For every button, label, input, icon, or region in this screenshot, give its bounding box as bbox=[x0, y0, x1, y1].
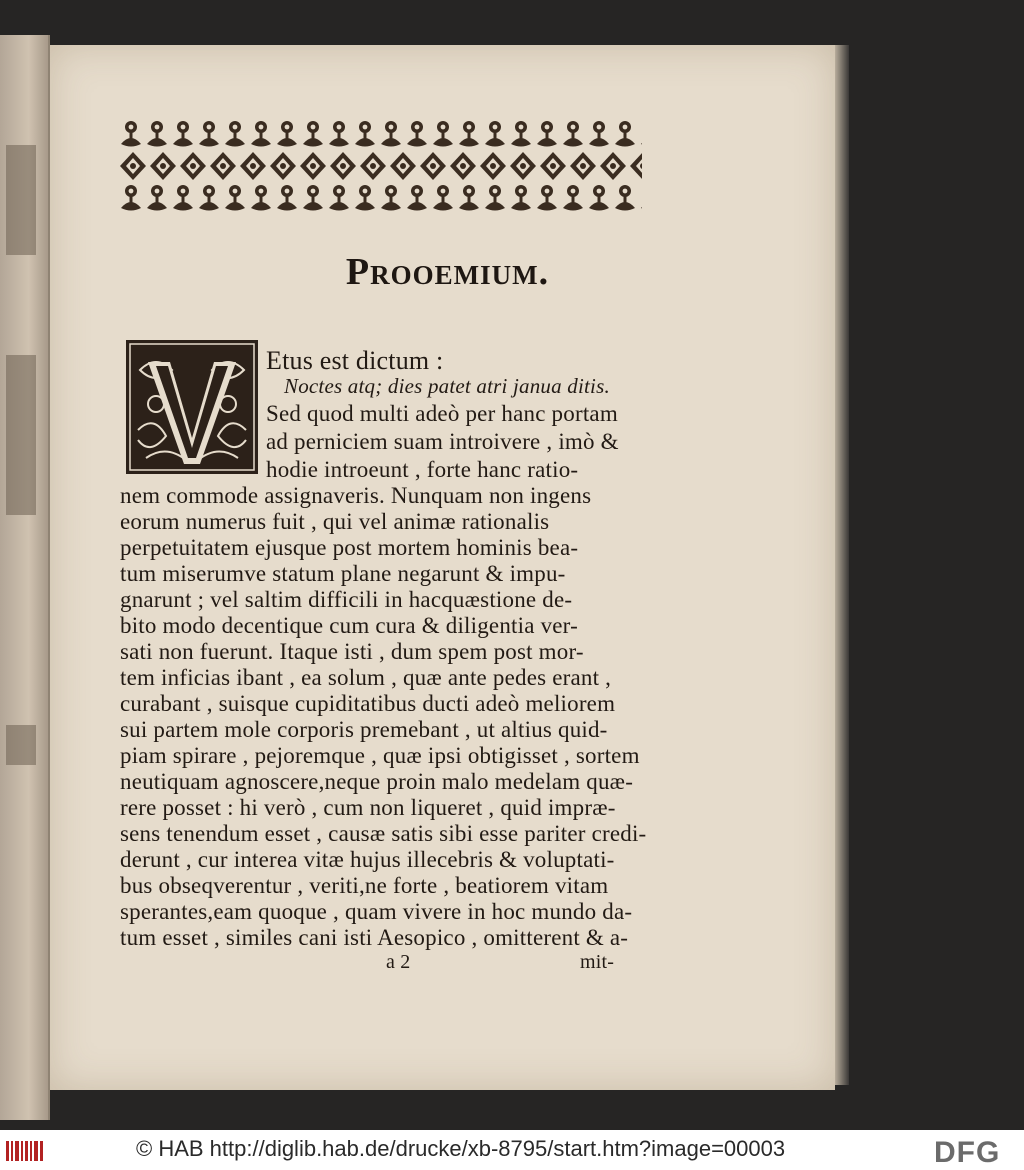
text-line: sens tenendum esset , causæ satis sibi esse pariter credi- bbox=[120, 821, 647, 846]
text-line: nem commode assignaveris. Nunquam non ingens bbox=[120, 483, 592, 508]
text-line: ad perniciem suam introivere , imò & bbox=[266, 429, 619, 454]
dfg-logo-text: DFG bbox=[934, 1136, 1001, 1166]
opening-quote: Noctes atq; dies patet atri janua ditis. bbox=[284, 374, 610, 398]
text-line: eorum numerus fuit , qui vel animæ rationalis bbox=[120, 509, 550, 534]
text-line: piam spirare , pejoremque , quæ ipsi obtigisset , sortem bbox=[120, 743, 640, 768]
text-line: bito modo decentique cum cura & diligentia ver- bbox=[120, 613, 578, 638]
text-line: tum esset , similes cani isti Aesopico , omitterent & a- bbox=[120, 925, 629, 950]
signature-mark: a 2 bbox=[386, 951, 411, 973]
text-line: curabant , suisque cupiditatibus ducti adeò meliorem bbox=[120, 691, 616, 716]
text-line: tum miserumve statum plane negarunt & impu- bbox=[120, 561, 566, 586]
dfg-logo bbox=[932, 1136, 1018, 1166]
text-line: hodie introeunt , forte hanc ratio- bbox=[266, 457, 579, 482]
text-line: neutiquam agnoscere,neque proin malo medelam quæ- bbox=[120, 769, 634, 794]
text-line: bus obseqverentur , veriti,ne forte , beatiorem vitam bbox=[120, 873, 609, 898]
decorated-initial bbox=[126, 340, 258, 474]
text-line: sui partem mole corporis premebant , ut altius quid- bbox=[120, 717, 608, 742]
catchword: mit- bbox=[580, 951, 615, 973]
opening-line: Etus est dictum : bbox=[266, 346, 444, 375]
text-line: perpetuitatem ejusque post mortem hominis bea- bbox=[120, 535, 579, 560]
page-edge-shadow bbox=[835, 45, 849, 1085]
page-heading: Prooemium. bbox=[345, 251, 550, 293]
copyright-credit[interactable]: © HAB http://diglib.hab.de/drucke/xb-8795/start.htm?image=00003 bbox=[136, 1136, 786, 1161]
text-line: gnarunt ; vel saltim difficili in hacquæstione de- bbox=[120, 587, 573, 612]
text-line: rere posset : hi verò , cum non liqueret , quid impræ- bbox=[120, 795, 616, 820]
text-line: sperantes,eam quoque , quam vivere in hoc mundo da- bbox=[120, 899, 633, 924]
barcode-icon bbox=[4, 1138, 46, 1164]
text-line: derunt , cur interea vitæ hujus illecebris & voluptati- bbox=[120, 847, 615, 872]
facing-page-edge bbox=[0, 35, 50, 1120]
text-line: tem inficias ibant , ea solum , quæ ante pedes erant , bbox=[120, 665, 612, 690]
text-line: Sed quod multi adeò per hanc portam bbox=[266, 401, 618, 426]
text-line: sati non fuerunt. Itaque isti , dum spem post mor- bbox=[120, 639, 584, 664]
headpiece-ornament bbox=[118, 118, 642, 214]
footer-bar bbox=[0, 1130, 1024, 1170]
